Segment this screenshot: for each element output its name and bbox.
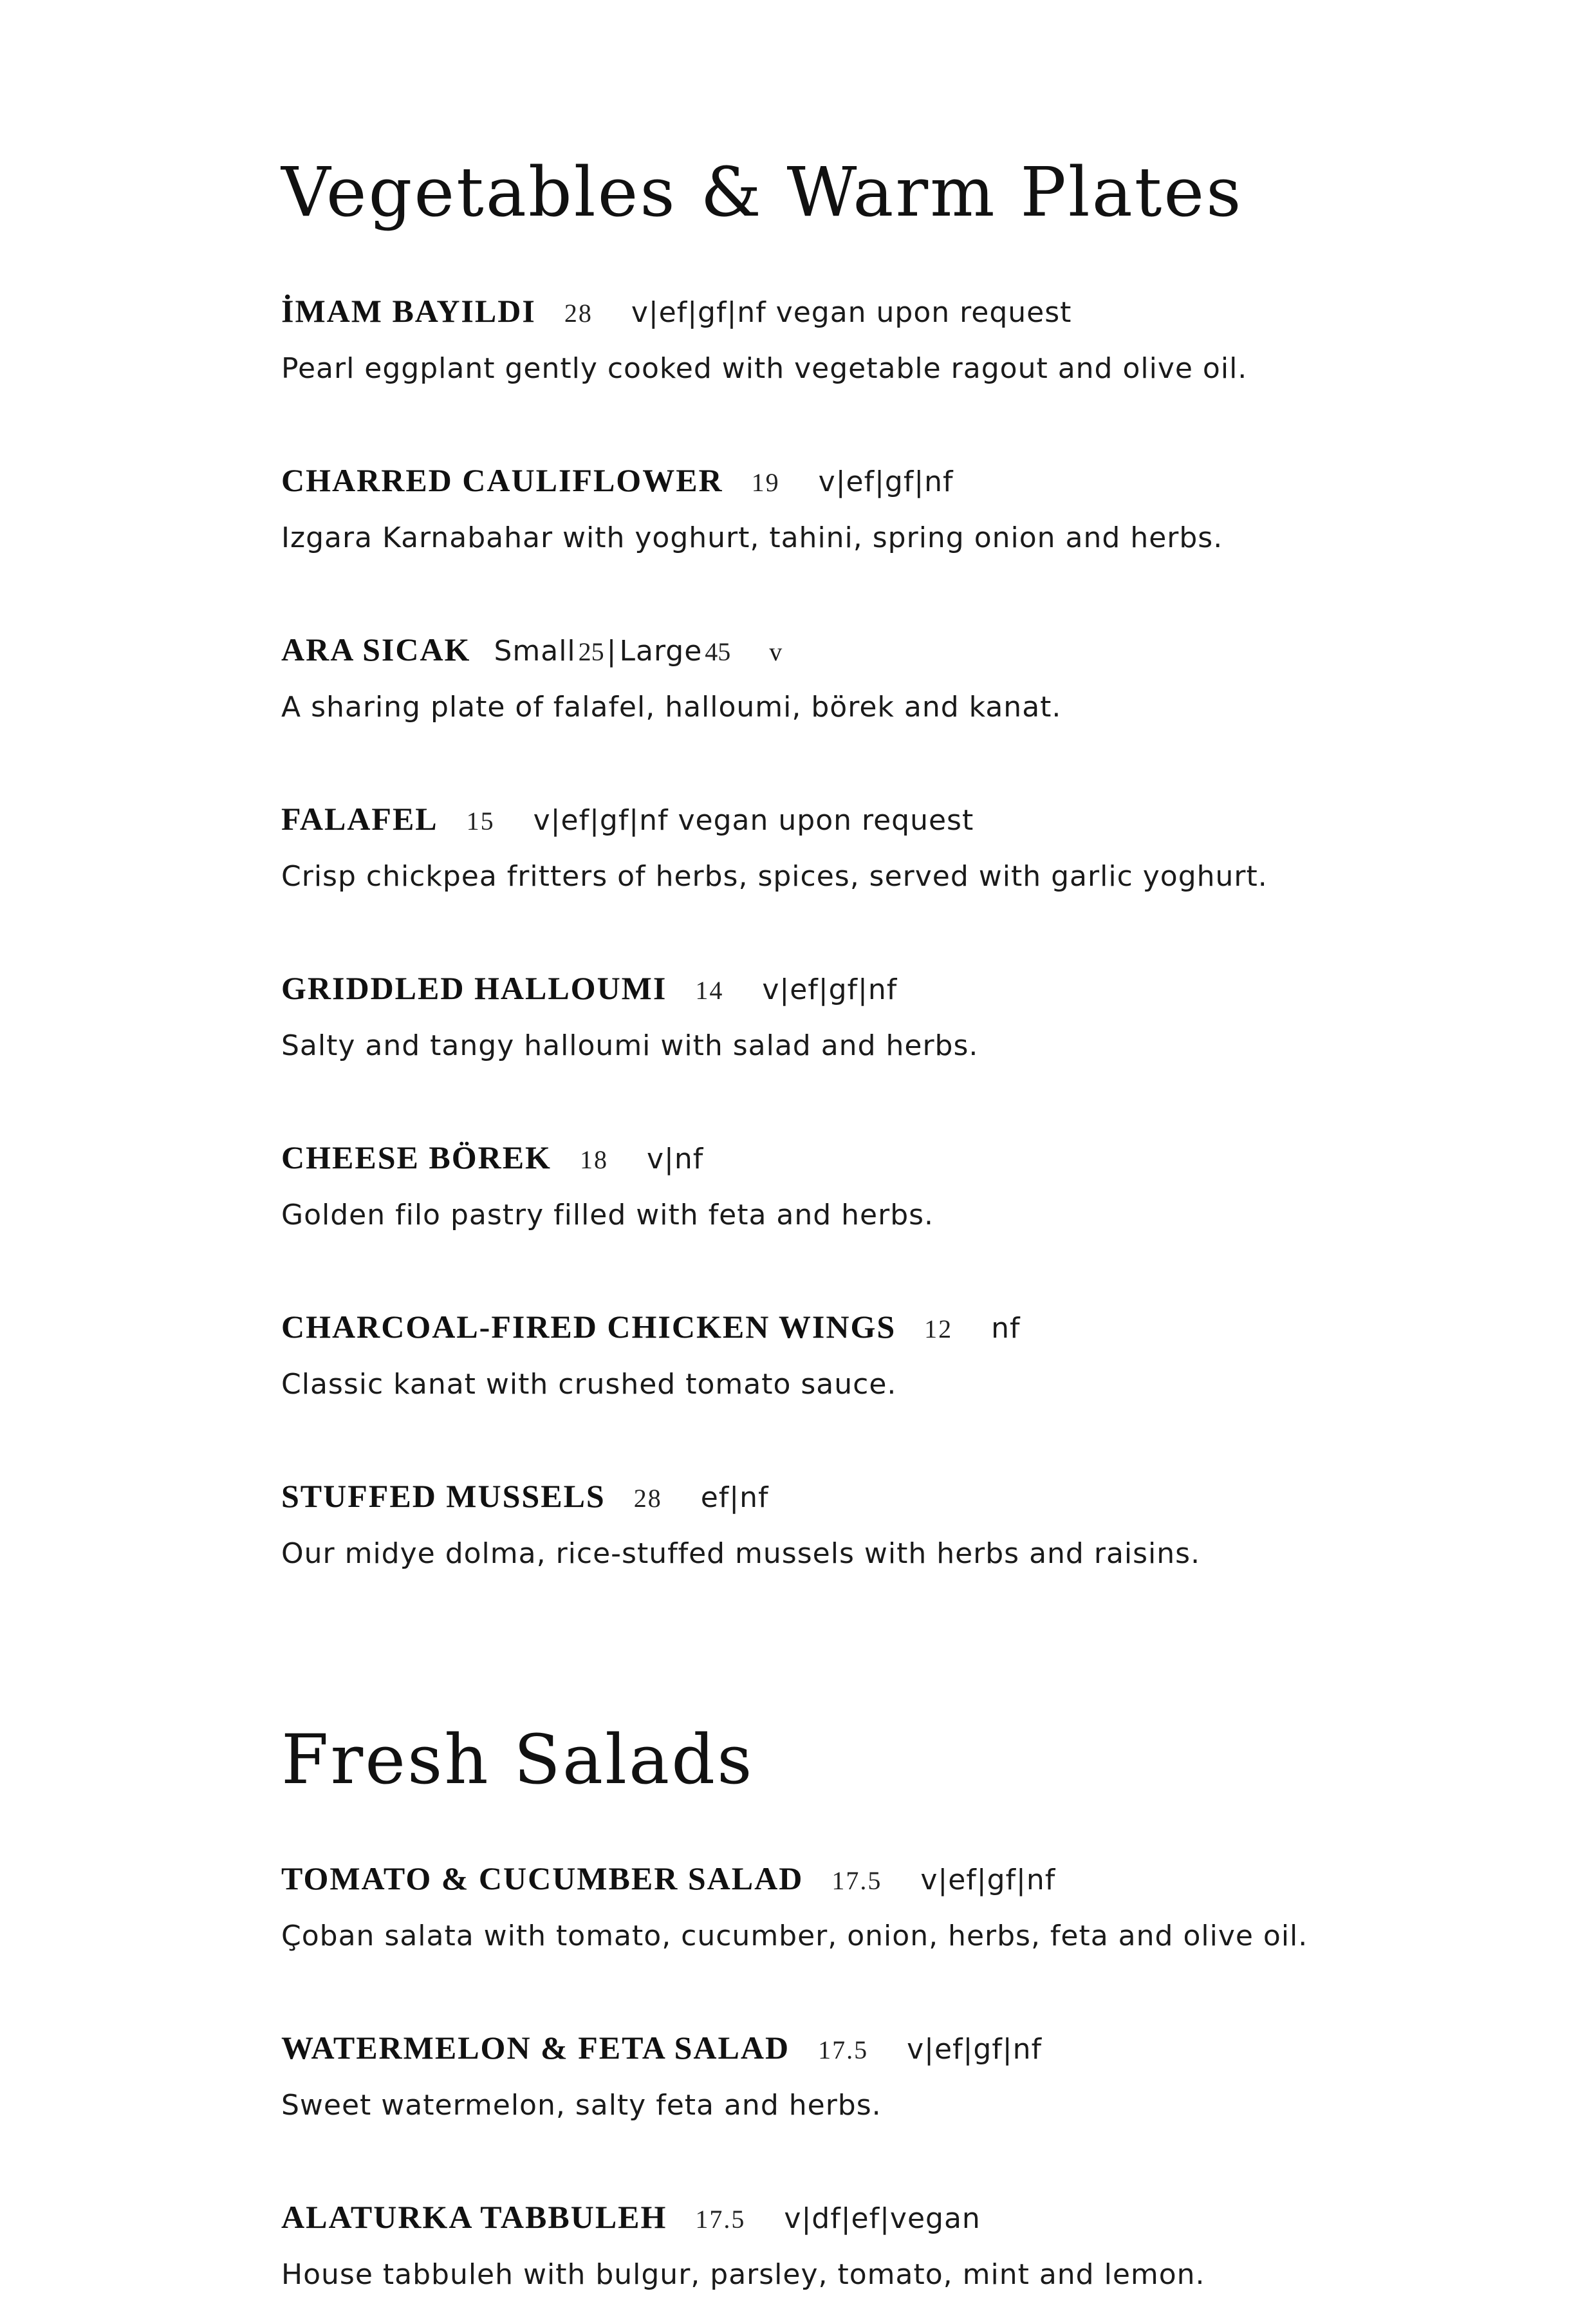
price-separator: | xyxy=(606,635,617,668)
menu-item-header xyxy=(281,1139,1440,1190)
menu-item xyxy=(281,969,1440,1071)
menu-items xyxy=(281,292,1440,1579)
item-name: STUFFED MUSSELS xyxy=(281,1478,606,1514)
menu-item xyxy=(281,462,1440,563)
menu-items xyxy=(281,1860,1440,2300)
menu-item xyxy=(281,800,1440,902)
dietary-tags: v|ef|gf|nf xyxy=(762,973,898,1006)
dietary-tags: v|ef|gf|nf xyxy=(818,465,954,498)
item-price: 17.5 xyxy=(695,2205,746,2234)
item-name: WATERMELON & FETA SALAD xyxy=(281,2030,790,2066)
price-small-label: Small xyxy=(494,635,576,668)
item-name: FALAFEL xyxy=(281,801,438,837)
section-title: Fresh Salads xyxy=(281,1720,754,1799)
dietary-tags: v|ef|gf|nf xyxy=(920,1864,1056,1896)
menu-item-header xyxy=(281,292,1440,344)
menu-item-header xyxy=(281,462,1440,513)
item-price: 15 xyxy=(466,807,495,836)
menu-item-header xyxy=(281,2029,1440,2080)
item-name: CHARCOAL-FIRED CHICKEN WINGS xyxy=(281,1309,896,1345)
item-description: Salty and tangy halloumi with salad and herbs. xyxy=(281,1029,979,1062)
menu-section-salads xyxy=(281,1720,1440,2300)
item-name: CHEESE BÖREK xyxy=(281,1139,552,1175)
item-name: CHARRED CAULIFLOWER xyxy=(281,462,723,498)
menu-item-header xyxy=(281,631,1440,682)
menu-section-vegetables xyxy=(281,153,1440,1579)
price-large-label: Large xyxy=(619,635,703,668)
menu-item xyxy=(281,1860,1440,1961)
item-name: ALATURKA TABBULEH xyxy=(281,2199,667,2235)
dietary-tags: ef|nf xyxy=(700,1481,769,1514)
item-description: House tabbuleh with bulgur, parsley, tomato, mint and lemon. xyxy=(281,2258,1205,2291)
item-description: Golden filo pastry filled with feta and herbs. xyxy=(281,1199,934,1231)
dietary-tags: v xyxy=(769,637,783,666)
item-description: Sweet watermelon, salty feta and herbs. xyxy=(281,2089,882,2122)
item-price: 17.5 xyxy=(818,2035,869,2064)
item-name: İMAM BAYILDI xyxy=(281,293,536,329)
menu-item-header xyxy=(281,1477,1440,1529)
menu-item xyxy=(281,1308,1440,1410)
item-description: Izgara Karnabahar with yoghurt, tahini, spring onion and herbs. xyxy=(281,521,1223,554)
menu-item-header xyxy=(281,1860,1440,1911)
price-large: 45 xyxy=(705,637,731,666)
dietary-tags: v|nf xyxy=(646,1143,704,1175)
item-price: 28 xyxy=(564,299,593,328)
item-description: A sharing plate of falafel, halloumi, börek and kanat. xyxy=(281,691,1062,724)
menu-item-header xyxy=(281,969,1440,1021)
menu-page xyxy=(281,0,1440,2300)
item-price: 17.5 xyxy=(831,1866,882,1895)
menu-item-header xyxy=(281,800,1440,852)
item-description: Çoban salata with tomato, cucumber, onion, herbs, feta and olive oil. xyxy=(281,1920,1308,1952)
item-price-options xyxy=(494,635,730,668)
dietary-tags: v|ef|gf|nf xyxy=(907,2033,1042,2066)
item-price: 12 xyxy=(924,1314,953,1343)
item-description: Classic kanat with crushed tomato sauce. xyxy=(281,1368,897,1401)
item-price: 19 xyxy=(751,468,780,497)
item-description: Pearl eggplant gently cooked with vegetable ragout and olive oil. xyxy=(281,352,1248,385)
menu-item xyxy=(281,631,1440,733)
dietary-tags: v|ef|gf|nf vegan upon request xyxy=(631,296,1072,329)
dietary-tags: v|ef|gf|nf vegan upon request xyxy=(533,804,974,837)
menu-item-header xyxy=(281,1308,1440,1360)
menu-item xyxy=(281,2198,1440,2300)
item-name: GRIDDLED HALLOUMI xyxy=(281,970,667,1006)
section-title: Vegetables & Warm Plates xyxy=(281,153,1243,232)
menu-item xyxy=(281,2029,1440,2131)
item-name: TOMATO & CUCUMBER SALAD xyxy=(281,1860,804,1896)
item-price: 18 xyxy=(579,1145,608,1174)
item-price: 28 xyxy=(633,1484,662,1513)
dietary-tags: nf xyxy=(991,1312,1021,1345)
menu-item-header xyxy=(281,2198,1440,2250)
menu-item xyxy=(281,1139,1440,1240)
dietary-tags: v|df|ef|vegan xyxy=(784,2202,981,2235)
item-description: Crisp chickpea fritters of herbs, spices, served with garlic yoghurt. xyxy=(281,860,1268,893)
item-price: 14 xyxy=(695,976,724,1005)
item-description: Our midye dolma, rice-stuffed mussels with herbs and raisins. xyxy=(281,1537,1201,1570)
price-small: 25 xyxy=(578,637,604,666)
item-name: ARA SICAK xyxy=(281,631,471,668)
menu-item xyxy=(281,292,1440,394)
menu-item xyxy=(281,1477,1440,1579)
